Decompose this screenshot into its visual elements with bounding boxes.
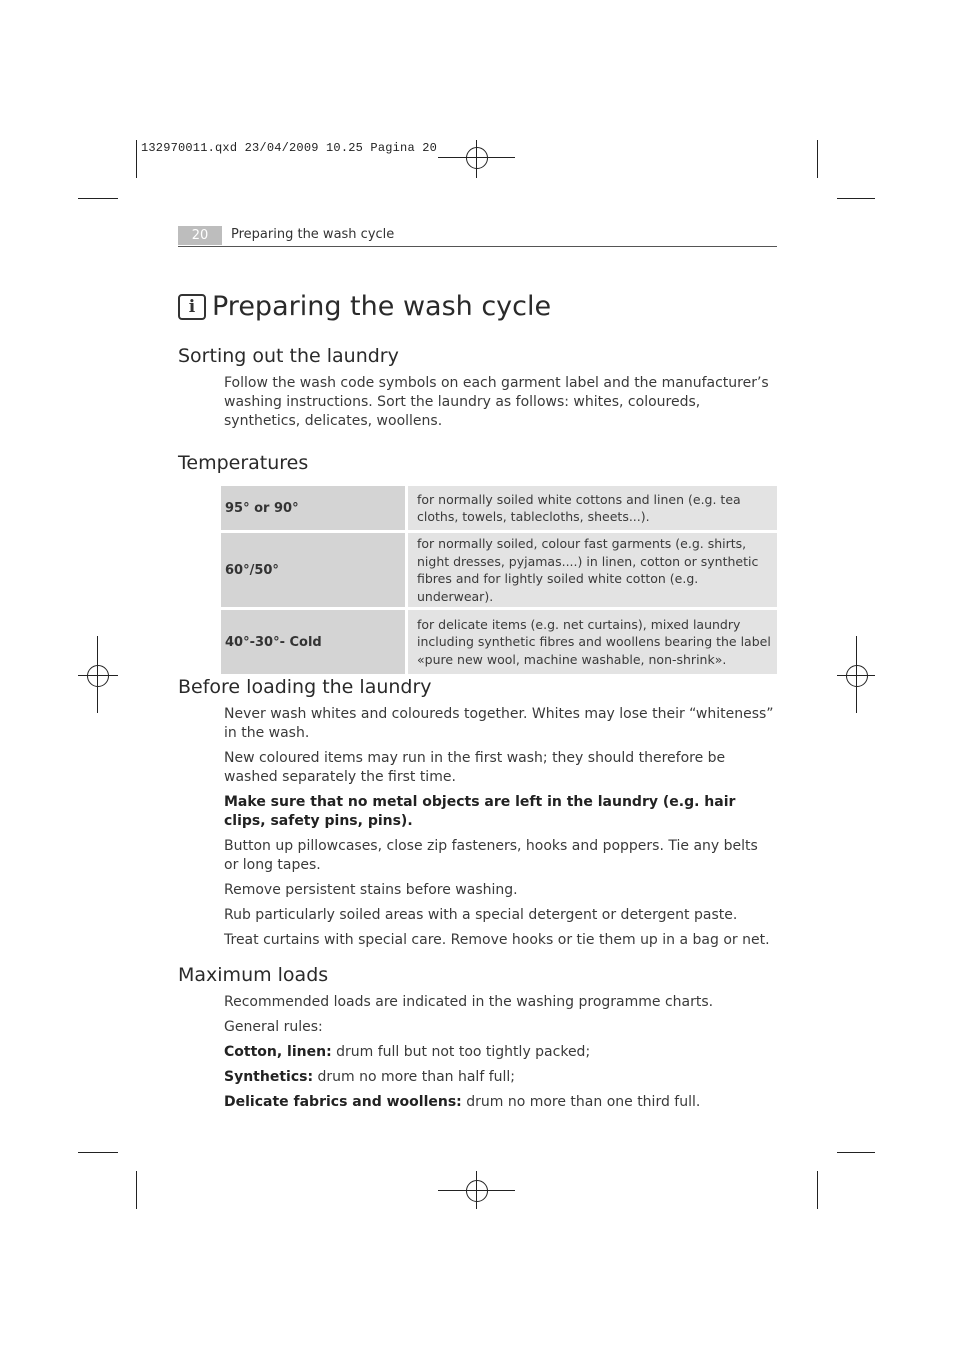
temperature-description: for normally soiled white cottons and linen (e.g. tea cloths, towels, tablecloths, sheets...). [408,486,777,530]
table-row [221,530,777,607]
temperature-label: 95° or 90° [221,486,408,530]
page-number: 20 [178,226,222,245]
sorting-text: Follow the wash code symbols on each garment label and the manufacturer’s washing instructions. Sort the laundry as follows: whites, coloureds, synthetics, delicates, woollens. [224,375,769,429]
paragraph: Never wash whites and coloureds together. Whites may lose their “whiteness” in the wash. [224,706,774,741]
registration-mark [846,665,868,687]
registration-mark [466,147,488,169]
table-row [221,607,777,674]
crop-mark [837,1152,875,1153]
temperature-label: 40°-30°- Cold [221,607,408,674]
page-title [178,291,551,322]
temperature-description: for delicate items (e.g. net curtains), mixed laundry including synthetic fibres and woollens bearing the label «pure new wool, machine washable, non-shrink». [408,607,777,674]
load-rule [224,1093,776,1112]
paragraph: Treat curtains with special care. Remove hooks or tie them up in a bag or net. [224,932,770,948]
registration-mark [466,1180,488,1202]
paragraph: Button up pillowcases, close zip fasteners, hooks and poppers. Tie any belts or long tapes. [224,838,758,873]
info-icon: i [178,294,206,320]
crop-mark [817,1171,818,1209]
crop-mark [136,140,137,178]
section-heading-max-loads: Maximum loads [178,964,329,986]
paragraph: General rules: [224,1019,323,1035]
crop-mark [78,1152,118,1153]
temperature-label: 60°/50° [221,530,408,607]
crop-mark [817,140,818,178]
paragraph: New coloured items may run in the first wash; they should therefore be washed separately the first time. [224,750,726,785]
section-heading-sorting: Sorting out the laundry [178,345,399,367]
load-rule-label: Delicate fabrics and woollens: [224,1094,462,1110]
section-heading-temperatures: Temperatures [178,452,309,474]
running-header [178,226,777,247]
paragraph: Recommended loads are indicated in the washing programme charts. [224,994,714,1010]
table-row [221,486,777,530]
load-rule-label: Cotton, linen: [224,1044,332,1060]
running-title: Preparing the wash cycle [231,227,395,242]
paragraph: Rub particularly soiled areas with a special detergent or detergent paste. [224,907,738,923]
paragraph: Remove persistent stains before washing. [224,882,518,898]
load-rule [224,1043,776,1062]
warning-paragraph [224,793,776,831]
load-rule-text: drum full but not too tightly packed; [331,1044,591,1060]
section-heading-before-loading: Before loading the laundry [178,676,432,698]
crop-mark [78,198,118,199]
print-slug: 132970011.qxd 23/04/2009 10.25 Pagina 20 [141,141,438,155]
load-rule-label: Synthetics: [224,1069,314,1085]
temperatures-table [221,486,777,674]
load-rule [224,1068,776,1087]
temperature-description: for normally soiled, colour fast garments (e.g. shirts, night dresses, pyjamas....) in linen, cotton or synthetic fibres and for lightly soiled white cotton (e.g. underwear). [408,530,777,607]
crop-mark [136,1171,137,1209]
warning-text: Make sure that no metal objects are left in the laundry (e.g. hair clips, safety pins, pins). [224,794,736,829]
page-title-text: Preparing the wash cycle [212,291,552,322]
load-rule-text: drum no more than one third full. [461,1094,701,1110]
load-rule-text: drum no more than half full; [313,1069,516,1085]
registration-mark [87,665,109,687]
crop-mark [837,198,875,199]
